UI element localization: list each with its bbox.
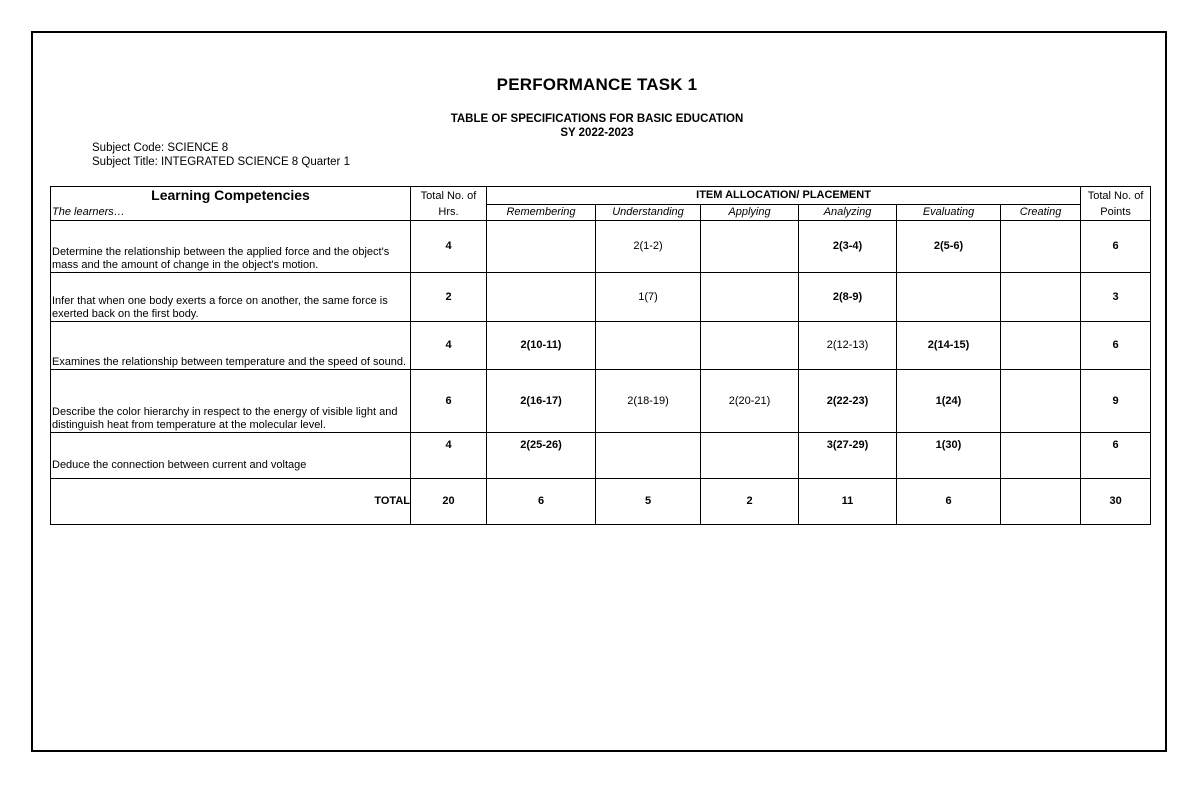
header-row-2 <box>51 204 1151 220</box>
competency-cell: Describe the color hierarchy in respect to the energy of visible light and distinguish heat from temperature at the molecular level. <box>51 369 411 432</box>
applying-cell <box>701 272 799 321</box>
subject-title: Subject Title: INTEGRATED SCIENCE 8 Quarter 1 <box>92 156 350 168</box>
header-level-remembering: Remembering <box>487 204 596 220</box>
analyzing-value: 3(27-29) <box>826 439 869 451</box>
hrs-cell: 6 <box>411 369 487 432</box>
applying-cell <box>701 432 799 478</box>
evaluating-cell <box>897 272 1001 321</box>
creating-cell <box>1001 321 1081 369</box>
analyzing-cell: 2(12-13) <box>799 321 897 369</box>
header-level-creating: Creating <box>1001 204 1081 220</box>
total-applying: 2 <box>701 478 799 524</box>
applying-cell <box>701 321 799 369</box>
hrs-cell: 4 <box>411 321 487 369</box>
header-hrs-top: Total No. of <box>411 187 487 205</box>
header-level-analyzing: Analyzing <box>799 204 897 220</box>
document-title: PERFORMANCE TASK 1 <box>496 75 698 94</box>
understanding-cell: 1(7) <box>596 272 701 321</box>
subtitle-line-1: TABLE OF SPECIFICATIONS FOR BASIC EDUCATION <box>450 113 744 125</box>
table-row <box>51 220 1151 272</box>
competency-cell: Deduce the connection between current and voltage <box>51 432 411 478</box>
total-points: 30 <box>1081 478 1151 524</box>
header-level-understanding: Understanding <box>596 204 701 220</box>
specifications-table <box>50 186 1151 525</box>
header-level-evaluating: Evaluating <box>897 204 1001 220</box>
total-label: TOTAL <box>51 478 411 524</box>
analyzing-cell: 2(8-9) <box>799 272 897 321</box>
hrs-value: 4 <box>445 439 452 451</box>
understanding-cell: 2(18-19) <box>596 369 701 432</box>
points-cell <box>1081 432 1151 478</box>
hrs-cell: 2 <box>411 272 487 321</box>
analyzing-cell: 2(22-23) <box>799 369 897 432</box>
total-analyzing: 11 <box>799 478 897 524</box>
header-hrs-bottom: Hrs. <box>411 204 487 220</box>
analyzing-cell <box>799 432 897 478</box>
header-competencies: Learning Competencies <box>51 187 411 205</box>
creating-cell <box>1001 220 1081 272</box>
hrs-cell <box>411 432 487 478</box>
points-cell: 6 <box>1081 220 1151 272</box>
header-points-bottom: Points <box>1081 204 1151 220</box>
remembering-cell <box>487 220 596 272</box>
evaluating-value: 1(30) <box>935 439 962 451</box>
points-cell: 6 <box>1081 321 1151 369</box>
total-creating <box>1001 478 1081 524</box>
header-item-allocation: ITEM ALLOCATION/ PLACEMENT <box>487 187 1081 205</box>
creating-cell <box>1001 432 1081 478</box>
points-value: 6 <box>1112 439 1119 451</box>
evaluating-cell: 1(24) <box>897 369 1001 432</box>
evaluating-cell: 2(5-6) <box>897 220 1001 272</box>
subtitle-line-2: SY 2022-2023 <box>560 127 634 139</box>
table-row <box>51 272 1151 321</box>
competency-cell: Infer that when one body exerts a force on another, the same force is exerted back on the first body. <box>51 272 411 321</box>
header-points-top: Total No. of <box>1081 187 1151 205</box>
total-remembering: 6 <box>487 478 596 524</box>
header-level-applying: Applying <box>701 204 799 220</box>
hrs-cell: 4 <box>411 220 487 272</box>
points-cell: 3 <box>1081 272 1151 321</box>
remembering-cell: 2(16-17) <box>487 369 596 432</box>
header-row-1 <box>51 187 1151 205</box>
applying-cell: 2(20-21) <box>701 369 799 432</box>
document-subtitle <box>0 112 1194 140</box>
analyzing-cell: 2(3-4) <box>799 220 897 272</box>
evaluating-cell <box>897 432 1001 478</box>
table-row <box>51 369 1151 432</box>
understanding-cell: 2(1-2) <box>596 220 701 272</box>
remembering-cell <box>487 432 596 478</box>
header-learners: The learners… <box>51 204 411 220</box>
table-row <box>51 321 1151 369</box>
creating-cell <box>1001 369 1081 432</box>
total-evaluating: 6 <box>897 478 1001 524</box>
competency-cell: Examines the relationship between temperature and the speed of sound. <box>51 321 411 369</box>
remembering-cell <box>487 272 596 321</box>
total-understanding: 5 <box>596 478 701 524</box>
table-row <box>51 432 1151 478</box>
creating-cell <box>1001 272 1081 321</box>
subject-info <box>92 141 350 169</box>
applying-cell <box>701 220 799 272</box>
remembering-cell: 2(10-11) <box>487 321 596 369</box>
remembering-value: 2(25-26) <box>520 439 562 451</box>
competency-cell: Determine the relationship between the applied force and the object's mass and the amount of change in the object's motion. <box>51 220 411 272</box>
subject-code: Subject Code: SCIENCE 8 <box>92 142 229 154</box>
evaluating-cell: 2(14-15) <box>897 321 1001 369</box>
understanding-cell <box>596 432 701 478</box>
understanding-cell <box>596 321 701 369</box>
points-cell: 9 <box>1081 369 1151 432</box>
total-row <box>51 478 1151 524</box>
total-hrs: 20 <box>411 478 487 524</box>
